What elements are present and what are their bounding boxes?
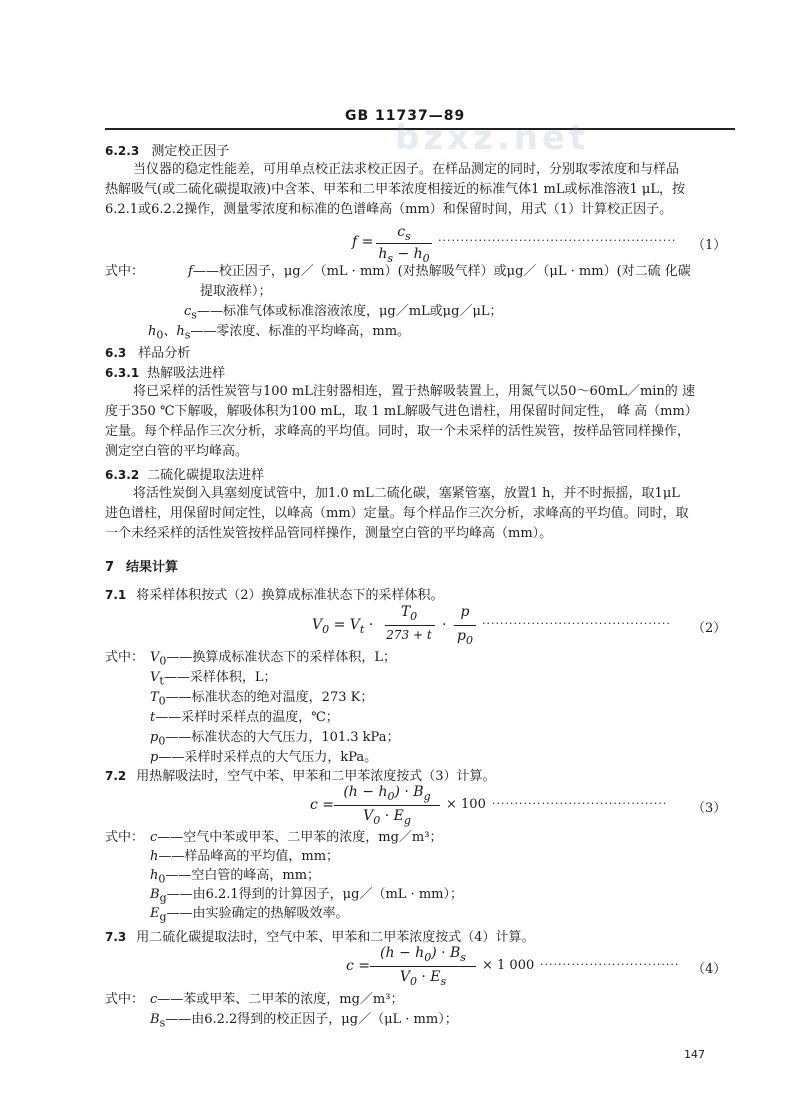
symbol: h: [150, 868, 159, 883]
definition-text: ——换算成标准状态下的采样体积，L；: [166, 650, 397, 665]
section-7-2: 7.2 用热解吸法时，空气中苯、甲苯和二甲苯浓度按式（3）计算。: [105, 769, 496, 784]
symbol: h: [150, 849, 159, 864]
eq1-denominator: $h_s - h_0$: [378, 246, 430, 265]
eq2-tag: （2）: [692, 621, 727, 636]
eq3-leader-dots: ·······································: [492, 797, 668, 810]
symbol: c: [150, 992, 158, 1007]
def-row: [150, 990, 403, 1010]
eq3-denominator: $V_0 \cdot E_g$: [363, 808, 411, 827]
eq1-numerator: $c_s$: [397, 224, 411, 243]
where-label: 式中：: [105, 264, 145, 279]
paragraph-line: 测定空白管的平均峰高。: [105, 444, 249, 459]
eq1-lhs: f =: [352, 234, 374, 250]
where-label: 式中：: [105, 830, 145, 845]
definition-text: ——由实验确定的热解吸效率。: [166, 906, 349, 921]
def-row: $B_g——$由6.2.1得到的计算因子，μg／（mL · mm）；: [150, 887, 463, 905]
symbol: V: [150, 650, 160, 665]
section-number: 6.2.3: [105, 144, 140, 158]
eq4-fraction-bar: [370, 966, 476, 967]
eq1-tag: （1）: [692, 238, 727, 253]
def-row: $V_t——$采样体积，L；: [150, 670, 277, 688]
definition-text: ——样品峰高的平均值，mm；: [158, 849, 340, 864]
symbol: p: [150, 750, 159, 765]
paragraph-line: 当仪器的稳定性能差，可用单点校正法求校正因子。在样品测定的同时，分别取零浓度和与样品: [133, 162, 680, 177]
definition-text: ——标准状态的绝对温度，273 K；: [165, 690, 374, 705]
paragraph-line: 一个未经采样的活性炭管按样品管同样操作，测量空白管的平均峰高（mm）。: [105, 526, 553, 541]
eq2-dot: ·: [442, 617, 447, 633]
definition-text: ——采样时采样点的大气压力，kPa。: [158, 750, 378, 765]
eq2-frac1-denominator: 273 + t: [386, 628, 432, 642]
section-7-3: 7.3 用二硫化碳提取法时，空气中苯、甲苯和二甲苯浓度按式（4）计算。: [105, 930, 535, 945]
definition-text: ——由6.2.1得到的计算因子，μg／（mL · mm）；: [166, 887, 463, 902]
paragraph-line: 将活性炭倒入具塞刻度试管中，加1.0 mL二硫化碳，塞紧管塞，放置1 h，并不时振摇，取1μL: [133, 486, 680, 501]
eq2-frac2-denominator: $p_0$: [457, 628, 473, 647]
section-title: 测定校正因子: [151, 144, 230, 159]
def-row: $B_s——$由6.2.2得到的校正因子，μg／（μL · mm）；: [150, 1012, 458, 1030]
definition-text: ——空气中苯或甲苯、二甲苯的浓度，mg／m³；: [157, 830, 443, 845]
symbol: B: [150, 1012, 160, 1027]
symbol: t: [150, 710, 156, 725]
paragraph-line: 将已采样的活性炭管与100 mL注射器相连，置于热解吸装置上，用氮气以50～60mL／min的 速: [133, 384, 695, 399]
eq3-tag: （3）: [692, 801, 727, 816]
eq4-multiplier: × 1 000: [482, 958, 535, 973]
eq2-fraction-bar-1: [385, 625, 435, 626]
def-row: $T_0——$标准状态的绝对温度，273 K；: [150, 690, 374, 708]
paragraph-line: 度于350 ℃下解吸，解吸体积为100 mL，取 1 mL解吸气进色谱柱，用保留时间定性， 峰 高（mm）: [105, 404, 698, 419]
paragraph-line: 进色谱柱，用保留时间定性，以峰高（mm）定量。每个样品作三次分析，求峰高的平均值。同时，取: [105, 506, 689, 521]
eq4-lhs: c =: [346, 958, 371, 974]
watermark: bzxz.net: [395, 118, 590, 158]
def-row-continued: 提取液样）；: [200, 284, 272, 299]
eq2-lhs: $V_0 = V_t$ ·: [312, 617, 374, 636]
definition-text: ——采样体积，L；: [163, 670, 277, 685]
paragraph-line: 定量。每个样品作三次分析，求峰高的平均值。同时，取一个未采样的活性炭管，按样品管同样操作，: [105, 424, 691, 439]
eq2-leader-dots: ··········································: [482, 617, 671, 630]
def-row: $E_g——$由实验确定的热解吸效率。: [150, 906, 349, 924]
def-row: $h_0——$空白管的峰高，mm；: [150, 868, 321, 886]
definition-text: ——空白管的峰高，mm；: [165, 868, 321, 883]
section-7-heading: 7 结果计算: [105, 560, 179, 575]
def-row: [150, 828, 442, 848]
def-row: $V_0——$换算成标准状态下的采样体积，L；: [150, 650, 397, 668]
eq4-leader-dots: ·······························: [540, 958, 680, 971]
paragraph-line: 热解吸气(或二硫化碳提取液)中含苯、甲苯和二甲苯浓度相接近的标准气体1 mL或标准溶液1 μL，按: [105, 182, 685, 197]
document-code: GB 11737—89: [345, 108, 466, 124]
paragraph-line: 6.2.1或6.2.2操作，测量零浓度和标准的色谱峰高（mm）和保留时间，用式（1）计算校正因子。: [105, 202, 673, 217]
where-label: 式中：: [105, 992, 145, 1007]
eq4-tag: （4）: [692, 962, 727, 977]
eq3-fraction-bar: [334, 805, 440, 806]
eq3-lhs: c =: [310, 797, 335, 813]
definition-text: ——标准状态的大气压力，101.3 kPa；: [165, 730, 400, 745]
eq1-leader-dots: ·····················································: [438, 234, 677, 247]
section-7-1: 7.1 将采样体积按式（2）换算成标准状态下的采样体积。: [105, 588, 444, 603]
def-row: $c_s——$标准气体或标准溶液浓度，μg／mL或μg／μL；: [184, 304, 503, 322]
eq2-fraction-bar-2: [454, 625, 476, 626]
eq1-fraction-bar: [376, 243, 432, 244]
eq4-denominator: $V_0 \cdot E_s$: [399, 969, 447, 988]
where-label: 式中：: [105, 650, 145, 665]
def-row: [150, 708, 339, 728]
section-6-3-2-heading: 6.3.2 二硫化碳提取法进样: [105, 468, 265, 483]
definition-text: ——采样时采样点的温度，℃；: [155, 710, 339, 725]
symbol: E: [150, 906, 160, 921]
symbol: B: [150, 887, 160, 902]
section-6-3-heading: 6.3 样品分析: [105, 346, 191, 361]
def-row: $h_0$、$h_s——$零浓度、标准的平均峰高，mm。: [148, 324, 411, 342]
symbol: p: [150, 730, 159, 745]
eq3-numerator: $(h - h_0) \cdot B_g$: [343, 784, 431, 803]
def-row: [150, 847, 339, 867]
section-6-3-1-heading: 6.3.1 热解吸法进样: [105, 366, 226, 381]
eq4-numerator: $(h - h_0) \cdot B_s$: [380, 945, 466, 964]
page-number: 147: [684, 1048, 705, 1061]
eq3-multiplier: × 100: [446, 797, 486, 812]
definition-text: ——苯或甲苯、二甲苯的浓度，mg／m³；: [157, 992, 404, 1007]
definition-text: ——由6.2.2得到的校正因子，μg／（μL · mm）；: [165, 1012, 458, 1027]
symbol: c: [150, 830, 158, 845]
symbol: V: [150, 670, 160, 685]
def-row: [150, 748, 377, 768]
section-6-2-3-heading: [105, 140, 229, 159]
symbol: T: [150, 690, 159, 705]
def-row: f——校正因子，μg／（mL · mm）(对热解吸气样）或μg／（μL · mm）(对二硫 化碳: [188, 264, 691, 279]
eq2-frac1-numerator: $T_0$: [400, 604, 418, 623]
def-row: $p_0——$标准状态的大气压力，101.3 kPa；: [150, 730, 400, 748]
eq2-frac2-numerator: p: [460, 604, 470, 620]
